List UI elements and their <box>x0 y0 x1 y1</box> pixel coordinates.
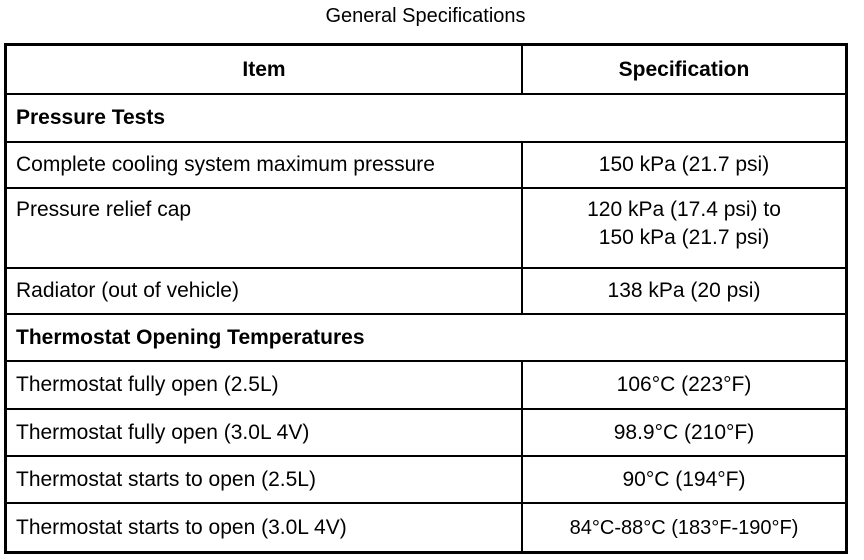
spec-cell: 90°C (194°F) <box>622 467 746 491</box>
item-cell: Pressure relief cap <box>7 189 523 267</box>
table-row <box>7 502 845 551</box>
spec-cell: 150 kPa (21.7 psi) <box>598 153 770 176</box>
spec-line: 120 kPa (17.4 psi) to <box>587 198 781 221</box>
item-cell: Thermostat fully open (2.5L) <box>7 362 523 408</box>
column-header-item: Item <box>7 46 523 93</box>
section-heading-row <box>7 313 845 360</box>
spec-cell: 84°C-88°C (183°F-190°F) <box>569 516 799 539</box>
spec-cell: 106°C (223°F) <box>616 373 752 396</box>
item-cell: Radiator (out of vehicle) <box>7 269 523 313</box>
section-heading-row <box>7 93 845 141</box>
section-heading: Pressure Tests <box>16 106 166 129</box>
table-row <box>7 360 845 408</box>
item-cell: Thermostat starts to open (3.0L 4V) <box>7 504 523 551</box>
section-heading: Thermostat Opening Temperatures <box>16 325 365 349</box>
spec-cell: 98.9°C (210°F) <box>613 420 755 444</box>
table-row <box>7 408 845 455</box>
table-header-row <box>7 46 845 93</box>
table-row <box>7 141 845 187</box>
item-cell: Complete cooling system maximum pressure <box>7 143 523 187</box>
table-row <box>7 455 845 502</box>
table-row <box>7 267 845 313</box>
item-cell: Thermostat starts to open (2.5L) <box>7 457 523 502</box>
specifications-table <box>4 43 848 554</box>
spec-line: 150 kPa (21.7 psi) <box>598 226 770 249</box>
spec-cell <box>523 189 845 267</box>
item-cell: Thermostat fully open (3.0L 4V) <box>7 410 523 455</box>
column-header-specification: Specification <box>618 57 750 81</box>
page-title: General Specifications <box>325 5 526 27</box>
spec-cell: 138 kPa (20 psi) <box>607 279 761 302</box>
table-row <box>7 187 845 267</box>
